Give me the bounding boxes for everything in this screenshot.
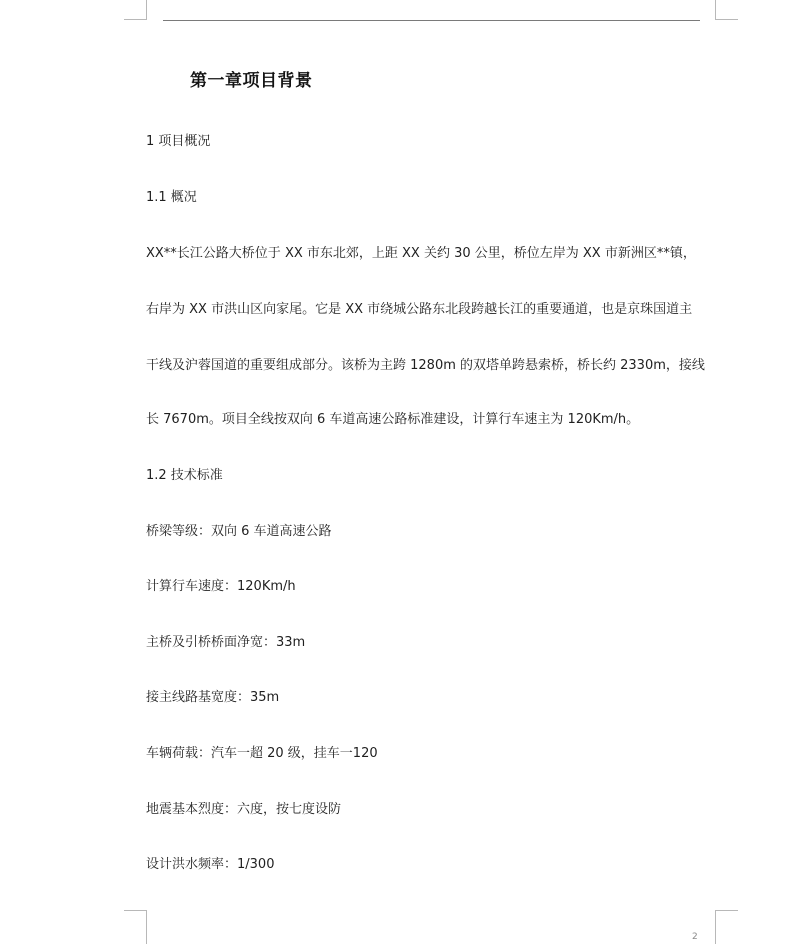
crop-mark-top-left — [124, 0, 147, 20]
page-number: 2 — [692, 932, 698, 942]
standard-item: 桥梁等级：双向 6 车道高速公路 — [146, 524, 332, 539]
section-heading-1: 1 项目概况 — [146, 134, 211, 149]
section-heading-1-1: 1.1 概况 — [146, 190, 197, 205]
overview-paragraph-line: 长 7670m。项目全线按双向 6 车道高速公路标准建设，计算行车速主为 120Km/h。 — [146, 412, 640, 427]
standard-item: 车辆荷载：汽车一超 20 级，挂车一120 — [146, 746, 378, 761]
section-heading-1-2: 1.2 技术标准 — [146, 468, 223, 483]
standard-item: 计算行车速度：120Km/h — [146, 579, 296, 594]
header-rule — [163, 20, 700, 21]
overview-paragraph-line: XX**长江公路大桥位于 XX 市东北郊，上距 XX 关约 30 公里，桥位左岸为 XX 市新洲区**镇， — [146, 246, 696, 261]
standard-item: 设计洪水频率：1/300 — [146, 857, 275, 872]
overview-paragraph-line: 右岸为 XX 市洪山区向家尾。它是 XX 市绕城公路东北段跨越长江的重要通道，也是京珠国道主 — [146, 302, 693, 317]
standard-item: 地震基本烈度：六度，按七度设防 — [146, 802, 342, 817]
chapter-title: 第一章项目背景 — [190, 71, 313, 91]
standard-item: 接主线路基宽度：35m — [146, 690, 280, 705]
crop-mark-top-right — [715, 0, 738, 20]
crop-mark-bottom-right — [715, 910, 738, 944]
crop-mark-bottom-left — [124, 910, 147, 944]
overview-paragraph-line: 干线及沪蓉国道的重要组成部分。该桥为主跨 1280m 的双塔单跨悬索桥，桥长约 2330m，接线 — [146, 358, 705, 373]
standard-item: 主桥及引桥桥面净宽：33m — [146, 635, 306, 650]
